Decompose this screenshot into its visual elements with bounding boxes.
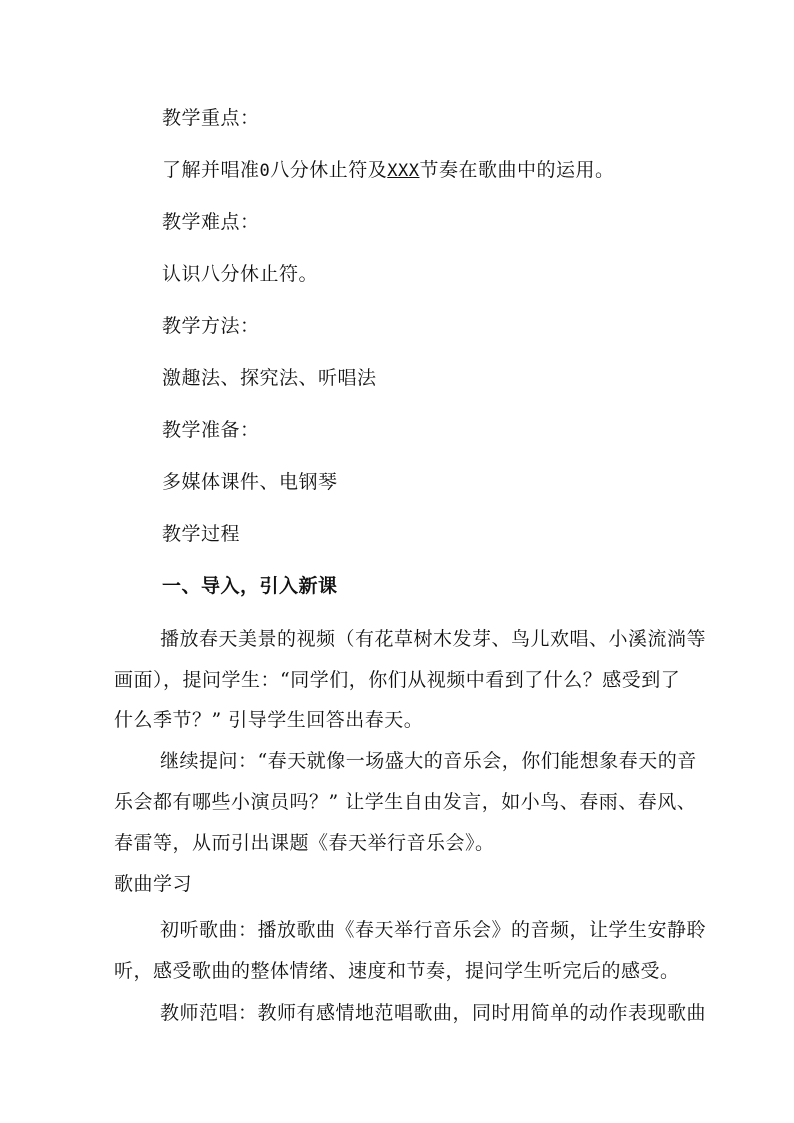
- para1-line-1: 播放春天美景的视频（有花草树木发芽、鸟儿欢唱、小溪流淌等: [160, 628, 707, 650]
- key-points-text-3: 节奏在歌曲中的运用。: [419, 159, 615, 181]
- para3-line-1: 初听歌曲：播放歌曲《春天举行音乐会》的音频，让学生安静聆: [160, 919, 707, 941]
- para2-line-2: 乐会都有哪些小演员吗？” 让学生自由发言，如小鸟、春雨、春风、: [114, 791, 697, 813]
- key-points-zero: 0: [259, 161, 271, 181]
- para3-line-2: 听，感受歌曲的整体情绪、速度和节奏，提问学生听完后的感受。: [114, 960, 680, 982]
- section1-heading: 一、导入，引入新课: [162, 575, 338, 597]
- song-learning-title: 歌曲学习: [114, 873, 193, 895]
- para4-line-1: 教师范唱：教师有感情地范唱歌曲，同时用简单的动作表现歌曲: [160, 1002, 707, 1024]
- key-points-text-2: 八分休止符及: [270, 159, 388, 181]
- key-points-body: [162, 158, 615, 183]
- difficulty-title: 教学难点：: [162, 211, 260, 233]
- para1-line-3: 什么季节？” 引导学生回答出春天。: [114, 709, 424, 731]
- method-body: 激趣法、探究法、听唱法: [162, 367, 377, 389]
- key-points-text-1: 了解并唱准: [162, 159, 260, 181]
- key-points-xxx: XXX: [387, 161, 420, 181]
- process-title: 教学过程: [162, 523, 241, 545]
- method-title: 教学方法：: [162, 315, 260, 337]
- key-points-title: 教学重点：: [162, 107, 260, 129]
- prep-body: 多媒体课件、电钢琴: [162, 471, 338, 493]
- para2-line-3: 春雷等，从而引出课题《春天举行音乐会》。: [114, 832, 495, 854]
- para1-line-2: 画面），提问学生：“同学们，你们从视频中看到了什么？感受到了: [114, 669, 681, 691]
- para2-line-1: 继续提问：“春天就像一场盛大的音乐会，你们能想象春天的音: [160, 750, 697, 772]
- difficulty-body: 认识八分休止符。: [162, 263, 319, 285]
- prep-title: 教学准备：: [162, 419, 260, 441]
